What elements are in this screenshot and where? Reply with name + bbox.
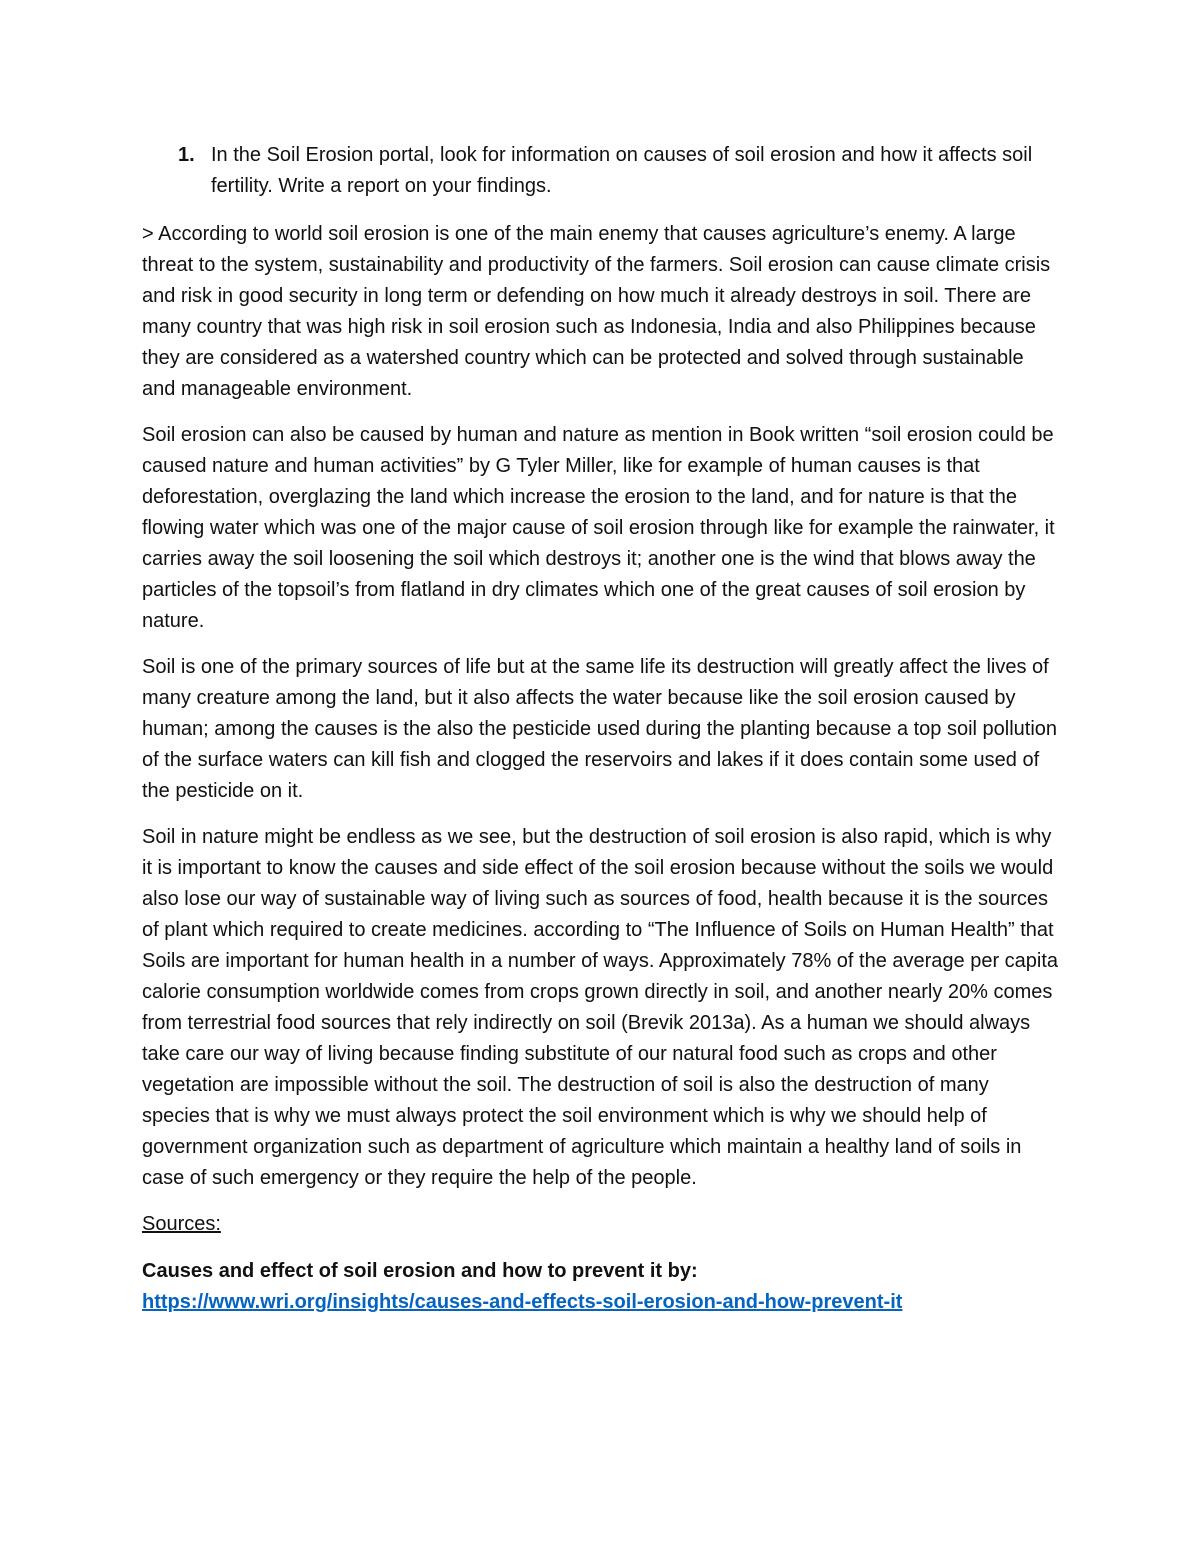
paragraph-intro: > According to world soil erosion is one of the main enemy that causes agriculture’s enemy. A large threat to the system, sustainability and productivity of the farmers. Soil erosion can cause climate crisis and risk in good security in long term or defending on how much it already destroys in soil. There are many country that was high risk in soil erosion such as Indonesia, India and also Philippines because they are considered as a watershed country which can be protected and solved through sustainable and manageable environment. (142, 223, 1051, 400)
sources-heading: Sources: (142, 1213, 221, 1235)
paragraph-importance: Soil in nature might be endless as we see, but the destruction of soil erosion is also rapid, which is why it is important to know the causes and side effect of the soil erosion because without the soils we would also lose our way of sustainable way of living such as sources of food, health because it is the sources of plant which required to create medicines. according to “The Influence of Soils on Human Health” that Soils are important for human health in a number of ways. Approximately 78% of the average per capita calorie consumption worldwide comes from crops grown directly in soil, and another nearly 20% comes from terrestrial food sources that rely indirectly on soil (Brevik 2013a). As a human we should always take care our way of living because finding substitute of our natural food such as crops and other vegetation are impossible without the soil. The destruction of soil is also the destruction of many species that is why we must always protect the soil environment which is why we should help of government organization such as department of agriculture which maintain a healthy land of soils in case of such emergency or they require the help of the people. (142, 826, 1059, 1189)
paragraph-causes: Soil erosion can also be caused by human and nature as mention in Book written “soil erosion could be caused nature and human activities” by G Tyler Miller, like for example of human causes is that deforestation, overglazing the land which increase the erosion to the land, and for nature is that the flowing water which was one of the major cause of soil erosion through like for example the rainwater, it carries away the soil loosening the soil which destroys it; another one is the wind that blows away the particles of the topsoil’s from flatland in dry climates which one of the great causes of soil erosion by nature. (142, 424, 1055, 632)
question-item (142, 140, 1062, 202)
source-title: Causes and effect of soil erosion and how to prevent it by: (142, 1260, 698, 1282)
source-link[interactable]: https://www.wri.org/insights/causes-and-effects-soil-erosion-and-how-prevent-it (142, 1291, 903, 1313)
question-number: 1. (178, 144, 195, 166)
paragraph-effects: Soil is one of the primary sources of life but at the same life its destruction will greatly affect the lives of many creature among the land, but it also affects the water because like the soil erosion caused by human; among the causes is the also the pesticide used during the planting because a top soil pollution of the surface waters can kill fish and clogged the reservoirs and lakes if it does contain some used of the pesticide on it. (142, 656, 1058, 802)
question-text: In the Soil Erosion portal, look for information on causes of soil erosion and how it affects soil fertility. Write a report on your findings. (211, 144, 1033, 197)
document-page (142, 140, 1062, 1318)
